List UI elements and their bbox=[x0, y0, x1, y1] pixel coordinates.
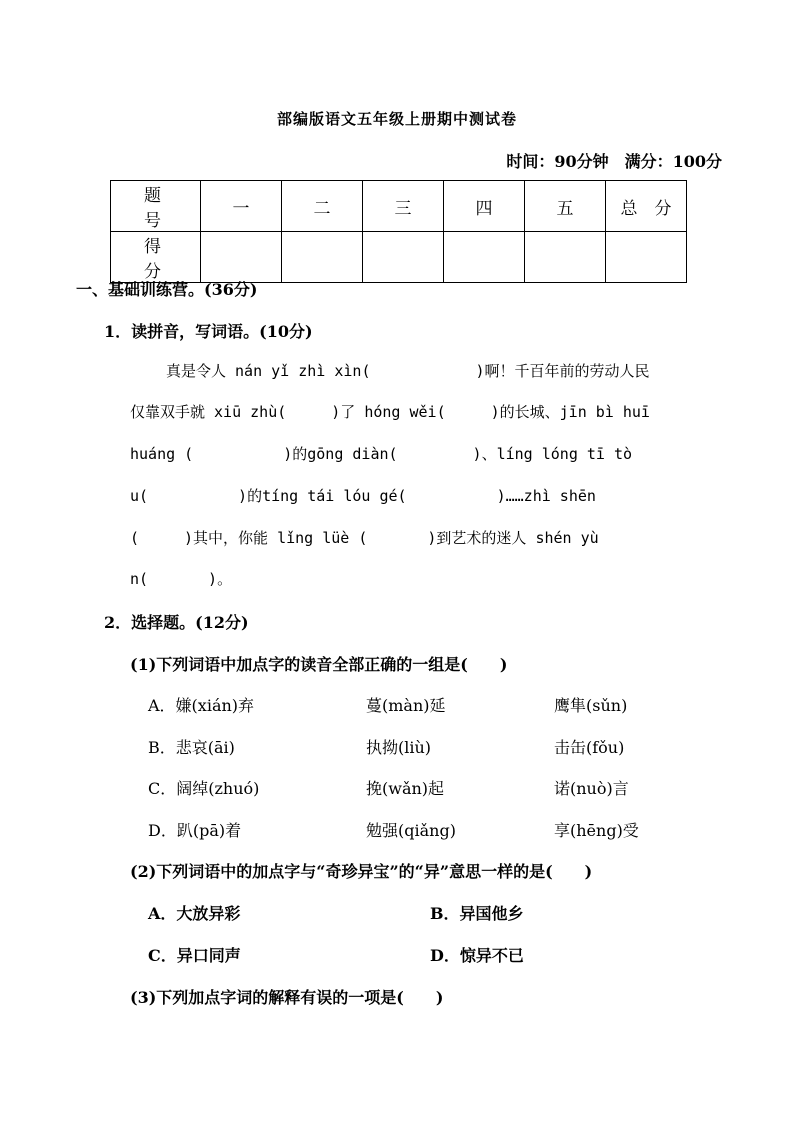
option-d-col2: 勉强(qiǎng) bbox=[366, 821, 456, 840]
score-header-5: 五 bbox=[525, 181, 606, 232]
score-table-score-row bbox=[111, 232, 687, 283]
pinyin-line-5: ( )其中，你能 lǐng lüè ( )到艺术的迷人 shén yù bbox=[130, 529, 599, 547]
option-c-col3: 诺(nuò)言 bbox=[554, 779, 629, 798]
option-c-col2: 挽(wǎn)起 bbox=[366, 779, 445, 798]
pinyin-line-3: huáng ( )的gōng diàn( )、líng lóng tī tò bbox=[130, 445, 633, 463]
option-a-col2: 蔓(màn)延 bbox=[366, 696, 446, 715]
score-header-label: 题 号 bbox=[111, 181, 201, 232]
pinyin-line-2: 仅靠双手就 xiū zhù( )了 hóng wěi( )的长城、jīn bì huī bbox=[130, 403, 650, 421]
score-cell[interactable] bbox=[525, 232, 606, 283]
score-cell[interactable] bbox=[444, 232, 525, 283]
score-header-total: 总 分 bbox=[606, 181, 687, 232]
option-b-col1: B．悲哀(āi) bbox=[148, 738, 235, 757]
sub2-option-a: A．大放异彩 bbox=[148, 904, 241, 923]
question-2-heading: 2．选择题。(12分) bbox=[104, 613, 249, 632]
subquestion-1-prompt: (1)下列词语中加点字的读音全部正确的一组是( ) bbox=[130, 655, 508, 674]
score-cell[interactable] bbox=[363, 232, 444, 283]
pinyin-line-4: u( )的tíng tái lóu gé( )……zhì shēn bbox=[130, 487, 596, 505]
option-a-col3: 鹰隼(sǔn) bbox=[554, 696, 628, 715]
sub2-option-b: B．异国他乡 bbox=[430, 904, 524, 923]
score-cell[interactable] bbox=[201, 232, 282, 283]
option-d-col1: D．趴(pā)着 bbox=[148, 821, 242, 840]
option-c-col1: C．阔绰(zhuó) bbox=[148, 779, 260, 798]
score-cell[interactable] bbox=[282, 232, 363, 283]
subquestion-3-prompt: (3)下列加点字词的解释有误的一项是( ) bbox=[130, 988, 444, 1007]
section-1-heading: 一、基础训练营。(36分) bbox=[76, 280, 258, 299]
score-header-1: 一 bbox=[201, 181, 282, 232]
score-header-3: 三 bbox=[363, 181, 444, 232]
exam-meta: 时间：90分钟 满分：100分 bbox=[506, 152, 722, 171]
question-1-heading: 1．读拼音，写词语。(10分) bbox=[104, 322, 313, 341]
pinyin-line-1: 真是令人 nán yǐ zhì xìn( )啊！千百年前的劳动人民 bbox=[166, 362, 650, 380]
score-cell[interactable] bbox=[606, 232, 687, 283]
score-table-header-row bbox=[111, 181, 687, 232]
sub2-option-c: C．异口同声 bbox=[148, 946, 241, 965]
score-table bbox=[110, 180, 687, 283]
score-header-4: 四 bbox=[444, 181, 525, 232]
sub2-option-d: D．惊异不已 bbox=[430, 946, 524, 965]
pinyin-line-6: n( )。 bbox=[130, 570, 233, 588]
score-header-2: 二 bbox=[282, 181, 363, 232]
option-b-col3: 击缶(fǒu) bbox=[554, 738, 625, 757]
score-row-label: 得 分 bbox=[111, 232, 201, 283]
page-title: 部编版语文五年级上册期中测试卷 bbox=[276, 110, 517, 128]
subquestion-2-prompt: (2)下列词语中的加点字与“奇珍异宝”的“异”意思一样的是( ) bbox=[130, 862, 593, 881]
option-a-col1: A．嫌(xián)弃 bbox=[148, 696, 255, 715]
option-d-col3: 享(hēng)受 bbox=[554, 821, 639, 840]
option-b-col2: 执拗(liù) bbox=[366, 738, 432, 757]
